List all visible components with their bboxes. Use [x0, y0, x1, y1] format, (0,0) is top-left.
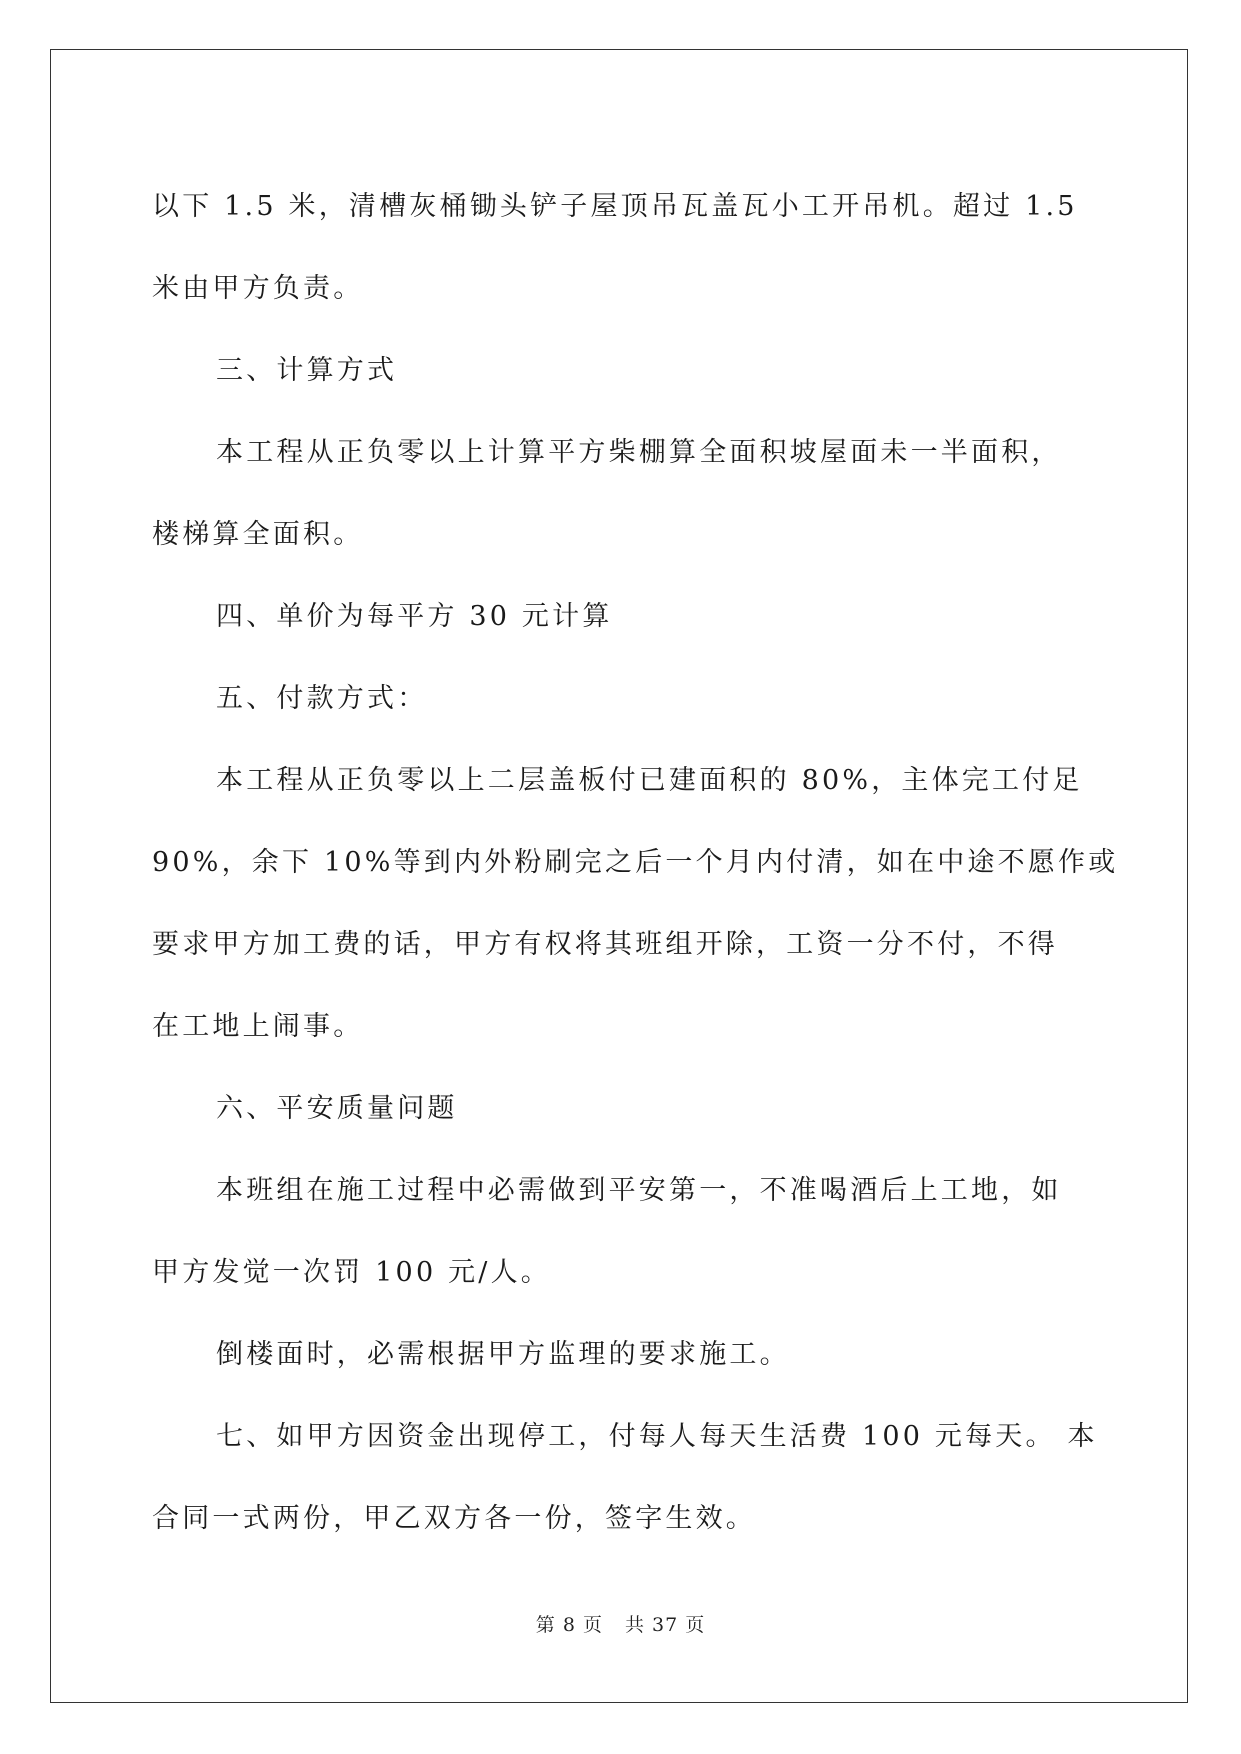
text-line: 甲方发觉一次罚 100 元/人。 — [152, 1257, 551, 1288]
paragraph-3 — [152, 412, 1092, 576]
text-line: 四、单价为每平方 30 元计算 — [216, 601, 613, 632]
text-line: 合同一式两份，甲乙双方各一份，签字生效。 — [152, 1503, 756, 1534]
text-line: 三、计算方式 — [216, 355, 398, 386]
text-line: 七、如甲方因资金出现停工，付每人每天生活费 100 元每天。 本 — [216, 1421, 1098, 1452]
page-footer — [0, 1610, 1241, 1637]
paragraph-7 — [152, 1396, 1098, 1560]
text-line: 倒楼面时，必需根据甲方监理的要求施工。 — [216, 1339, 790, 1370]
text-line: 90%，余下 10%等到内外粉刷完之后一个月内付清，如在中途不愿作或 — [152, 847, 1119, 878]
text-line: 本工程从正负零以上二层盖板付已建面积的 80%，主体完工付足 — [216, 765, 1083, 796]
text-line: 要求甲方加工费的话，甲方有权将其班组开除，工资一分不付，不得 — [152, 929, 1058, 960]
paragraph-6 — [152, 1150, 1092, 1314]
text-line: 以下 1.5 米，清槽灰桶锄头铲子屋顶吊瓦盖瓦小工开吊机。超过 1.5 — [152, 191, 1078, 222]
paragraph-1 — [152, 166, 1092, 330]
section-heading-3 — [152, 330, 1092, 412]
text-line: 五、付款方式： — [216, 683, 428, 714]
text-line: 本班组在施工过程中必需做到平安第一，不准喝酒后上工地，如 — [216, 1175, 1062, 1206]
paragraph-6b — [152, 1314, 1092, 1396]
text-line: 六、平安质量问题 — [216, 1093, 458, 1124]
text-line: 楼梯算全面积。 — [152, 519, 364, 550]
section-heading-4 — [152, 576, 1092, 658]
section-heading-6 — [152, 1068, 1092, 1150]
paragraph-5 — [152, 740, 1119, 1068]
document-body — [152, 166, 1119, 1560]
text-line: 本工程从正负零以上计算平方柴棚算全面积坡屋面未一半面积， — [216, 437, 1062, 468]
text-line: 米由甲方负责。 — [152, 273, 364, 304]
page-number: 第 8 页 — [535, 1614, 603, 1636]
text-line: 在工地上闹事。 — [152, 1011, 364, 1042]
section-heading-5 — [152, 658, 1092, 740]
page-total: 共 37 页 — [624, 1614, 706, 1636]
